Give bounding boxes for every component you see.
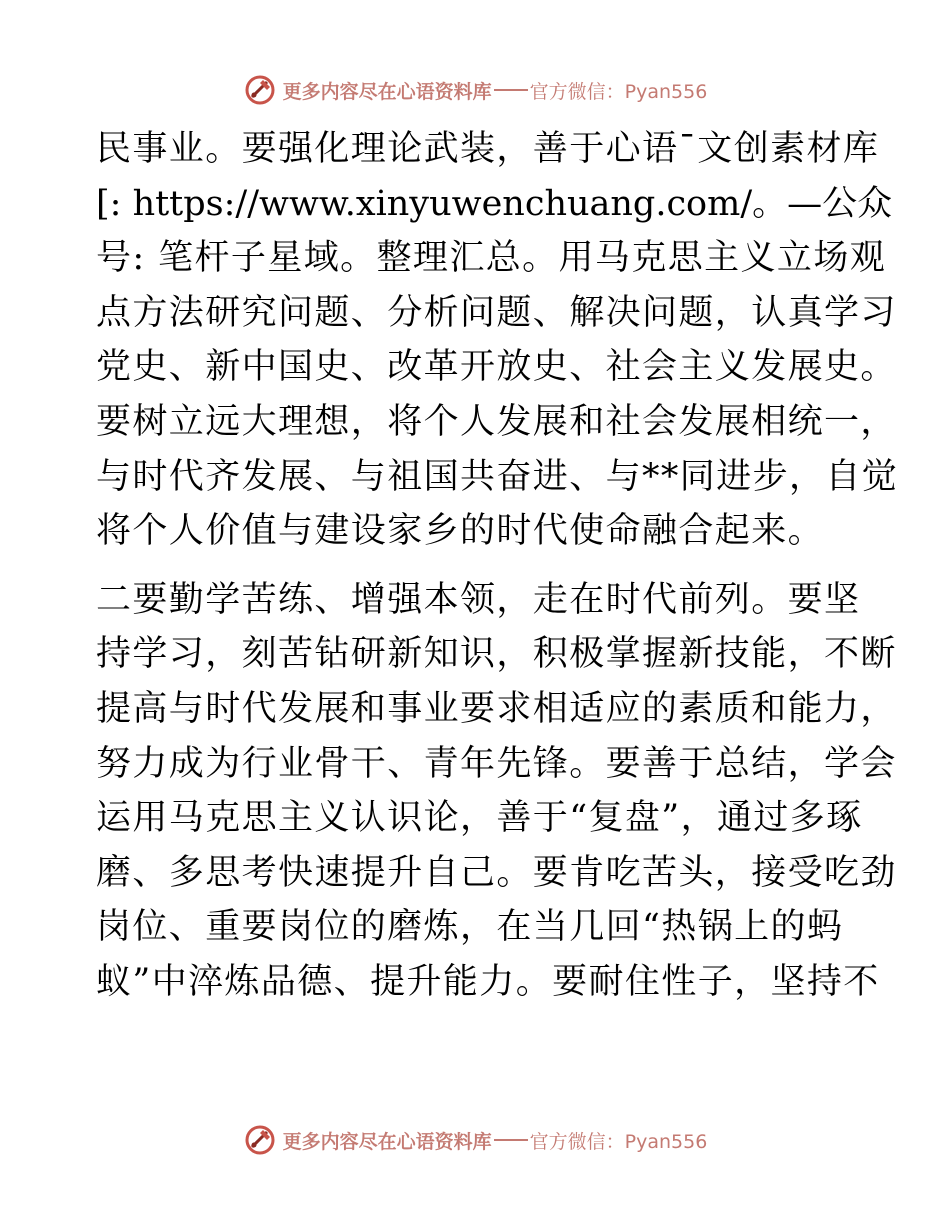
text-line: 将个人价值与建设家乡的时代使命融合起来。 — [96, 511, 825, 552]
footer-watermark — [0, 1120, 950, 1160]
text-line: 民事业。要强化理论武装，善于心语¯文创素材库 — [96, 129, 880, 169]
paragraph-spacer — [96, 559, 856, 573]
text-line: 与时代齐发展、与祖国共奋进、与**同进步，自觉 — [96, 456, 899, 497]
header-brand-dash — [494, 89, 528, 91]
text-line: 蚁”中淬炼品德、提升能力。要耐住性子，坚持不 — [96, 961, 880, 1002]
header-contact-text: 官方微信：Pyan556 — [529, 80, 708, 103]
text-line: 二要勤学苦练、增强本领，走在时代前列。要坚 — [96, 579, 861, 620]
header-watermark — [0, 70, 950, 110]
text-line: 岗位、重要岗位的磨炼，在当几回“热锅上的蚂 — [96, 907, 844, 948]
text-line: 点方法研究问题、分析问题、解决问题，认真学习 — [96, 292, 897, 333]
text-line: 提高与时代发展和事业要求相适应的素质和能力， — [96, 688, 897, 729]
text-line: [: https://www.xinyuwenchuang.com/。—公众 — [96, 183, 893, 224]
paragraph-1 — [96, 122, 899, 559]
text-line: 磨、多思考快速提升自己。要肯吃苦头，接受吃劲 — [96, 852, 897, 893]
brand-logo-icon — [243, 73, 277, 107]
text-line: 要树立远大理想，将个人发展和社会发展相统一， — [96, 401, 897, 442]
text-line: 号: 笔杆子星域。整理汇总。用马克思主义立场观 — [96, 238, 887, 279]
paragraph-2 — [96, 573, 897, 1010]
footer-brand-dash — [494, 1139, 528, 1141]
text-line: 努力成为行业骨干、青年先锋。要善于总结，学会 — [96, 743, 897, 784]
footer-contact-text: 官方微信：Pyan556 — [529, 1130, 708, 1153]
document-body — [96, 122, 899, 1010]
text-line: 运用马克思主义认识论，善于“复盘”，通过多琢 — [96, 798, 863, 839]
brand-logo-icon — [243, 1123, 277, 1157]
text-line: 持学习，刻苦钻研新知识，积极掌握新技能，不断 — [96, 634, 897, 675]
header-brand-text: 更多内容尽在心语资料库 — [282, 80, 492, 103]
footer-brand-text: 更多内容尽在心语资料库 — [282, 1130, 492, 1153]
text-line: 党史、新中国史、改革开放史、社会主义发展史。 — [96, 347, 897, 388]
